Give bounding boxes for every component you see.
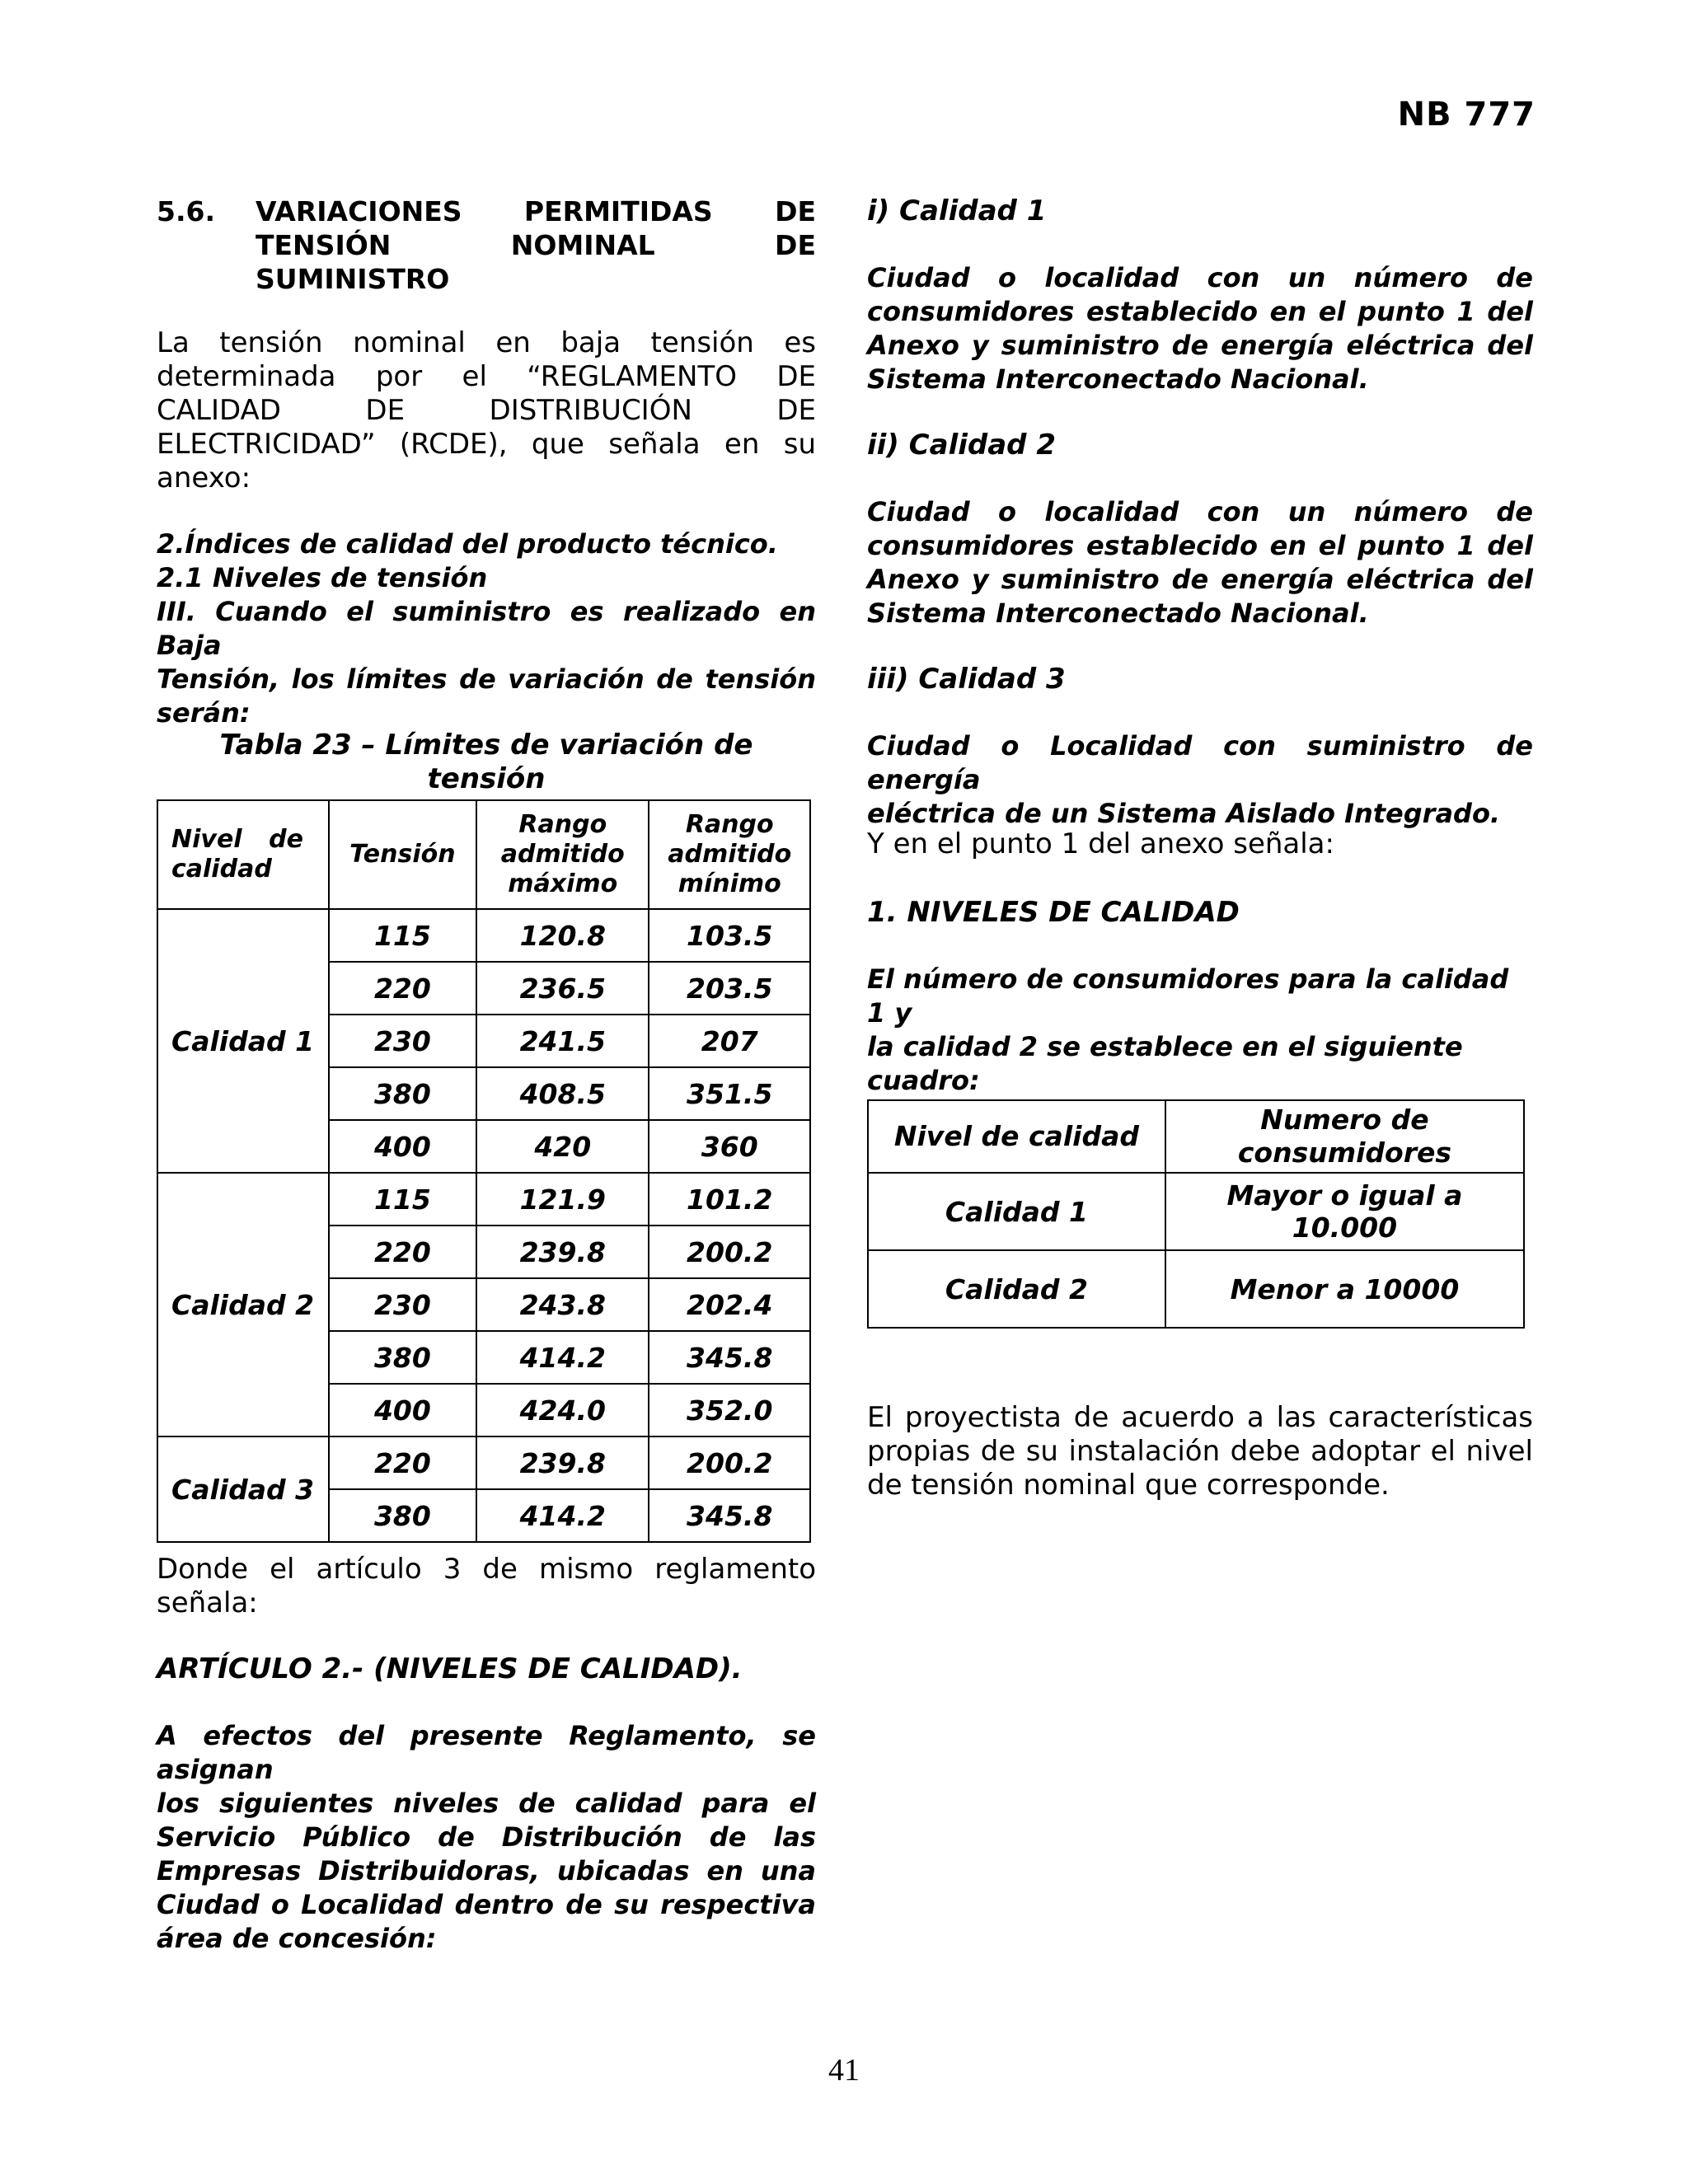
calidad-line: Sistema Interconectado Nacional. — [867, 598, 1369, 629]
article-line: Servicio Público de Distribución de las — [157, 1821, 816, 1853]
cell-tension: 230 — [329, 1015, 476, 1067]
article-line: A efectos del presente Reglamento, se asignan — [157, 1720, 816, 1785]
calidad-line: Anexo y suministro de energía eléctrica del — [867, 330, 1533, 361]
quote-line: serán: — [157, 697, 251, 729]
paragraph-line: ELECTRICIDAD” (RCDE), que señala en su — [157, 428, 816, 461]
cell-min: 351.5 — [649, 1067, 810, 1120]
cell-max: 414.2 — [476, 1331, 649, 1384]
cell-max: 424.0 — [476, 1384, 649, 1436]
cell-min: 207 — [649, 1015, 810, 1067]
cell-tension: 115 — [329, 1173, 476, 1226]
cell-tension: 230 — [329, 1278, 476, 1331]
table-header-row — [868, 1100, 1524, 1173]
quote-line: 2.Índices de calidad del producto técnico. — [157, 528, 778, 560]
cell-tension: 220 — [329, 1226, 476, 1278]
table-row — [157, 1436, 810, 1489]
calidad-line: consumidores establecido en el punto 1 del — [867, 530, 1533, 561]
calidad-line: Anexo y suministro de energía eléctrica del — [867, 564, 1533, 595]
cell-tension: 380 — [329, 1489, 476, 1542]
header-nivel: Nivel de calidad — [157, 800, 329, 909]
heading-line: TENSIÓN NOMINAL DE — [256, 229, 816, 261]
table-cell: Calidad 1 — [868, 1173, 1165, 1250]
cell-min: 345.8 — [649, 1489, 810, 1542]
paragraph-line: Donde el artículo 3 de mismo reglamento — [157, 1553, 816, 1586]
calidad-1-title: i) Calidad 1 — [867, 194, 1047, 227]
header-max: Rango admitido máximo — [476, 800, 649, 909]
paragraph-line: de tensión nominal que corresponde. — [867, 1469, 1390, 1502]
table-row — [157, 909, 810, 962]
voltage-limits-table — [157, 799, 811, 1543]
cell-max: 243.8 — [476, 1278, 649, 1331]
header-nivel-calidad: Nivel de calidad — [868, 1100, 1165, 1173]
quality-group-cell: Calidad 3 — [157, 1436, 329, 1542]
heading-line: VARIACIONES PERMITIDAS DE — [256, 195, 816, 227]
calidad-line: eléctrica de un Sistema Aislado Integrado. — [867, 798, 1501, 829]
cell-max: 236.5 — [476, 962, 649, 1015]
quote-line: 2.1 Niveles de tensión — [157, 562, 488, 593]
page-number: 41 — [828, 2053, 860, 2088]
document-code: NB 777 — [1397, 96, 1536, 134]
cell-max: 239.8 — [476, 1436, 649, 1489]
calidad-2-text — [867, 495, 1533, 630]
cell-max: 120.8 — [476, 909, 649, 962]
calidad-2-title: ii) Calidad 2 — [867, 429, 1057, 462]
article-line: Empresas Distribuidoras, ubicadas en una — [157, 1855, 816, 1886]
paragraph-line: determinada por el “REGLAMENTO DE — [157, 360, 816, 393]
levels-title: 1. NIVELES DE CALIDAD — [867, 896, 1240, 929]
calidad-line: Ciudad o localidad con un número de — [867, 496, 1533, 527]
heading-line: SUMINISTRO — [256, 263, 450, 295]
cell-min: 360 — [649, 1120, 810, 1173]
calidad-line: Sistema Interconectado Nacional. — [867, 363, 1369, 395]
calidad-line: Ciudad o Localidad con suministro de energía — [867, 730, 1533, 795]
paragraph-line: anexo: — [157, 462, 251, 494]
calidad-line: Ciudad o localidad con un número de — [867, 262, 1533, 293]
intro-paragraph — [157, 326, 816, 495]
annex-intro: Y en el punto 1 del anexo señala: — [867, 827, 1334, 860]
cell-min: 352.0 — [649, 1384, 810, 1436]
table-caption: Tabla 23 – Límites de variación de tensión — [219, 729, 753, 795]
paragraph-line: señala: — [157, 1586, 258, 1619]
cell-max: 239.8 — [476, 1226, 649, 1278]
consumers-table — [867, 1099, 1525, 1329]
article-line: área de concesión: — [157, 1923, 437, 1954]
cell-min: 101.2 — [649, 1173, 810, 1226]
article-line: Ciudad o Localidad dentro de su respectiva — [157, 1889, 816, 1920]
table-cell: Menor a 10000 — [1165, 1250, 1524, 1328]
table-header-row — [157, 800, 810, 909]
paragraph-line: propias de su instalación debe adoptar el nivel — [867, 1435, 1533, 1468]
section-heading — [157, 194, 816, 296]
paragraph-line: La tensión nominal en baja tensión es — [157, 326, 816, 359]
calidad-3-text — [867, 729, 1533, 831]
calidad-1-text — [867, 261, 1533, 396]
levels-line: la calidad 2 se establece en el siguiente — [867, 1031, 1463, 1062]
header-numero-consumidores: Numero de consumidores — [1165, 1100, 1524, 1173]
cell-min: 103.5 — [649, 909, 810, 962]
cell-min: 200.2 — [649, 1436, 810, 1489]
calidad-line: consumidores establecido en el punto 1 del — [867, 296, 1533, 327]
cell-min: 200.2 — [649, 1226, 810, 1278]
cell-max: 121.9 — [476, 1173, 649, 1226]
table-cell: Calidad 2 — [868, 1250, 1165, 1328]
cell-max: 241.5 — [476, 1015, 649, 1067]
cell-min: 202.4 — [649, 1278, 810, 1331]
levels-line: El número de consumidores para la calidad 1 y — [867, 963, 1509, 1029]
article-intro — [157, 1553, 816, 1620]
cell-max: 408.5 — [476, 1067, 649, 1120]
cell-max: 414.2 — [476, 1489, 649, 1542]
cell-tension: 400 — [329, 1384, 476, 1436]
levels-line: cuadro: — [867, 1065, 980, 1096]
table-row — [868, 1173, 1524, 1250]
article-text — [157, 1719, 816, 1956]
cell-max: 420 — [476, 1120, 649, 1173]
article-title: ARTÍCULO 2.- (NIVELES DE CALIDAD). — [157, 1652, 743, 1685]
cell-tension: 380 — [329, 1331, 476, 1384]
article-line: los siguientes niveles de calidad para el — [157, 1788, 816, 1819]
cell-tension: 115 — [329, 909, 476, 962]
calidad-3-title: iii) Calidad 3 — [867, 663, 1066, 696]
table-row — [157, 1173, 810, 1226]
header-min: Rango admitido mínimo — [649, 800, 810, 909]
cell-tension: 380 — [329, 1067, 476, 1120]
cell-tension: 400 — [329, 1120, 476, 1173]
quote-line: III. Cuando el suministro es realizado en Baja — [157, 596, 816, 661]
cell-min: 345.8 — [649, 1331, 810, 1384]
section-number: 5.6. — [157, 195, 215, 227]
quality-group-cell: Calidad 2 — [157, 1173, 329, 1436]
paragraph-line: CALIDAD DE DISTRIBUCIÓN DE — [157, 394, 816, 427]
cell-tension: 220 — [329, 1436, 476, 1489]
cell-min: 203.5 — [649, 962, 810, 1015]
table-row — [868, 1250, 1524, 1328]
paragraph-line: El proyectista de acuerdo a las características — [867, 1401, 1533, 1434]
quote-line: Tensión, los límites de variación de tensión — [157, 663, 816, 695]
header-tension: Tensión — [329, 800, 476, 909]
quoted-regulation — [157, 527, 816, 730]
table-cell: Mayor o igual a 10.000 — [1165, 1173, 1524, 1250]
closing-paragraph — [867, 1401, 1533, 1502]
quality-group-cell: Calidad 1 — [157, 909, 329, 1173]
cell-tension: 220 — [329, 962, 476, 1015]
levels-text — [867, 963, 1518, 1098]
